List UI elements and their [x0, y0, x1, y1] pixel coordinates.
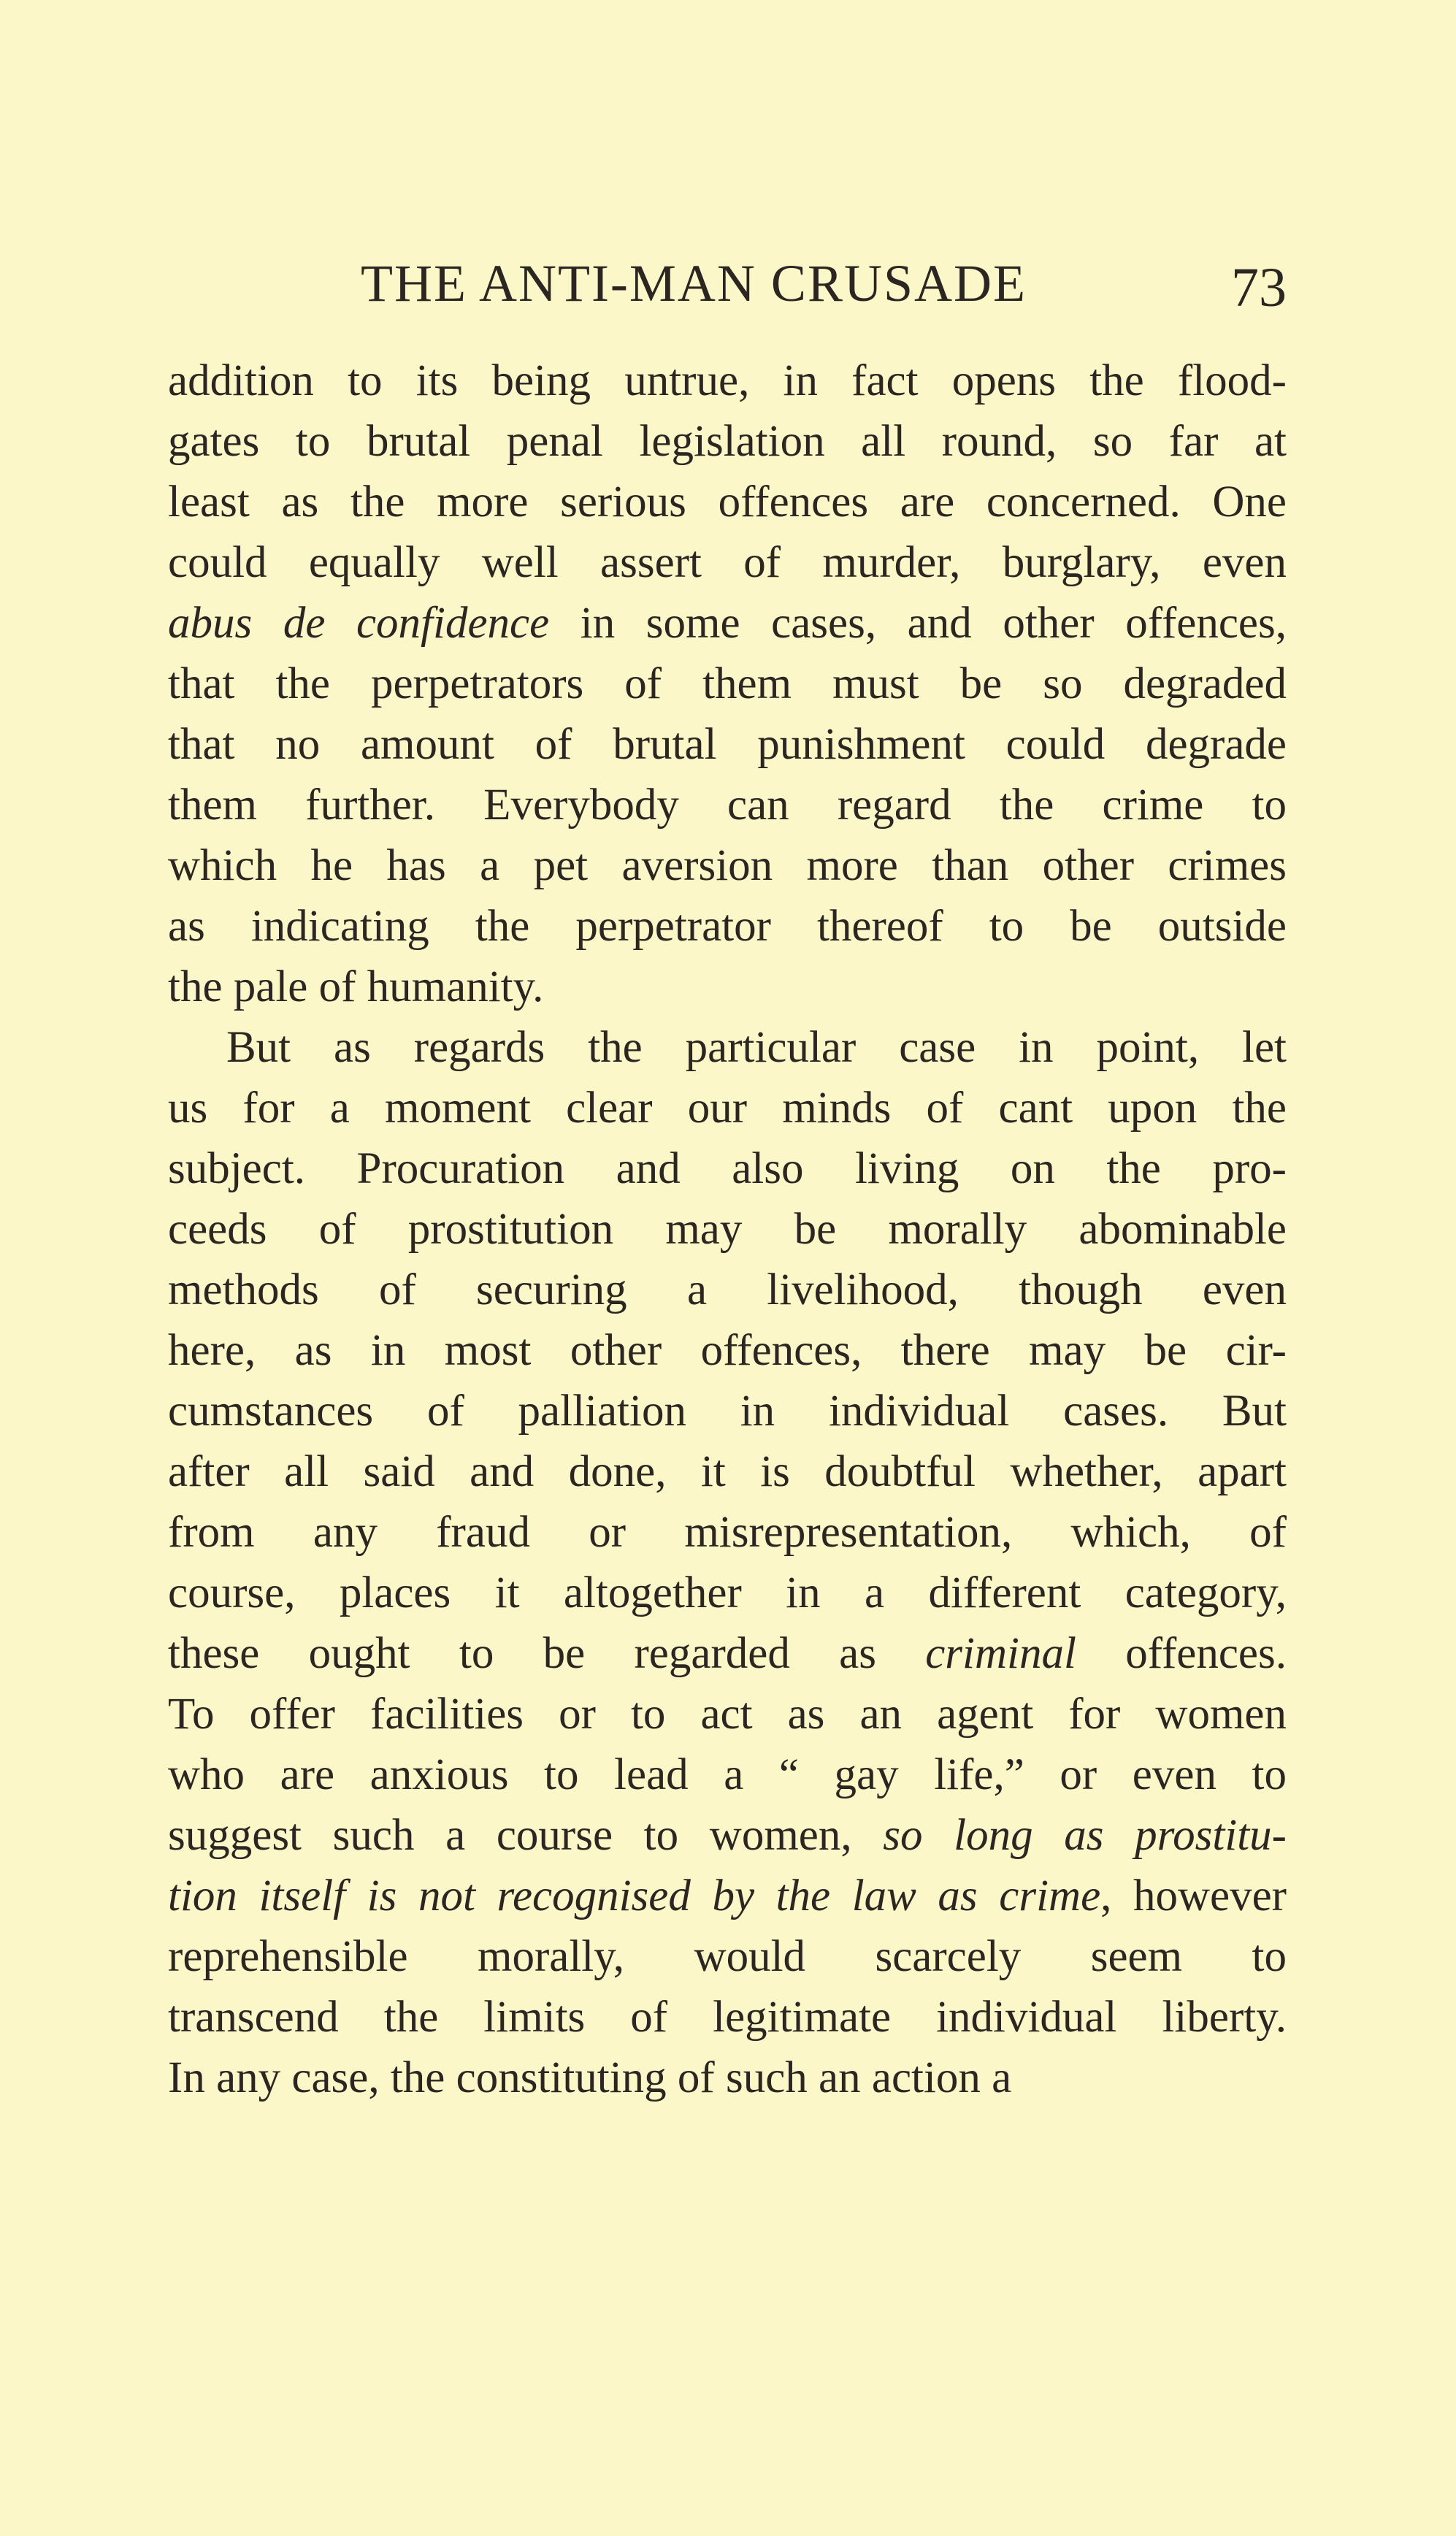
text-line — [168, 1805, 1287, 1866]
text-line — [168, 1017, 1287, 1078]
text-line — [168, 1260, 1287, 1320]
text-segment: here, as in most other offences, there may be cir- — [168, 1326, 1287, 1375]
text-line — [168, 350, 1287, 411]
body-text — [168, 350, 1287, 2108]
italic-text: tion itself is not recognised by the law as crime — [168, 1872, 1101, 1920]
text-segment: as indicating the perpetrator thereof to be outside — [168, 902, 1287, 951]
text-segment: reprehensible morally, would scarcely seem to — [168, 1932, 1287, 1981]
text-line — [168, 896, 1287, 957]
text-line — [168, 1078, 1287, 1138]
paragraph — [168, 350, 1287, 1017]
text-segment: methods of securing a livelihood, though even — [168, 1265, 1287, 1314]
text-segment: offences. — [1076, 1629, 1287, 1678]
text-segment: ceeds of prostitution may be morally abominable — [168, 1205, 1287, 1254]
text-line — [168, 532, 1287, 593]
text-line — [168, 1441, 1287, 1502]
text-segment: addition to its being untrue, in fact opens the flood- — [168, 356, 1287, 405]
italic-text: abus de confidence — [168, 599, 550, 648]
text-line — [168, 714, 1287, 775]
text-line — [168, 957, 1287, 1017]
text-line — [168, 2047, 1287, 2108]
text-line — [168, 411, 1287, 472]
text-segment: But as regards the particular case in point, let — [226, 1023, 1287, 1072]
text-line — [168, 775, 1287, 835]
text-segment: them further. Everybody can regard the crime to — [168, 781, 1287, 830]
running-head — [168, 248, 1287, 329]
text-line — [168, 654, 1287, 714]
text-line — [168, 1320, 1287, 1381]
italic-text: so long as prostitu- — [883, 1811, 1287, 1860]
text-line — [168, 1926, 1287, 1987]
italic-text: criminal — [925, 1629, 1076, 1678]
text-segment: subject. Procuration and also living on the pro- — [168, 1144, 1287, 1193]
text-segment: least as the more serious offences are concerned. One — [168, 478, 1287, 526]
text-line — [168, 1623, 1287, 1684]
text-line — [168, 1744, 1287, 1805]
text-segment: could equally well assert of murder, burglary, even — [168, 538, 1287, 587]
text-segment: after all said and done, it is doubtful whether, apart — [168, 1447, 1287, 1496]
text-line — [168, 1199, 1287, 1260]
text-line — [168, 1502, 1287, 1563]
text-segment: gates to brutal penal legislation all round, so far at — [168, 417, 1287, 466]
text-segment: from any fraud or misrepresentation, which, of — [168, 1508, 1287, 1557]
text-segment: that no amount of brutal punishment could degrade — [168, 720, 1287, 769]
text-line — [168, 1684, 1287, 1744]
text-segment: course, places it altogether in a different category, — [168, 1568, 1287, 1617]
text-segment: cumstances of palliation in individual cases. But — [168, 1387, 1287, 1436]
text-line — [168, 1866, 1287, 1926]
text-line — [168, 835, 1287, 896]
running-title: THE ANTI-MAN CRUSADE — [361, 254, 1027, 313]
text-line — [168, 1138, 1287, 1199]
text-segment: us for a moment clear our minds of cant upon the — [168, 1084, 1287, 1133]
text-segment: In any case, the constituting of such an action a — [168, 2053, 1012, 2102]
text-line — [168, 1987, 1287, 2047]
paragraph — [168, 1017, 1287, 2108]
text-segment: these ought to be regarded as — [168, 1629, 926, 1678]
text-segment: that the perpetrators of them must be so degraded — [168, 659, 1287, 708]
text-segment: To offer facilities or to act as an agent for women — [168, 1690, 1287, 1739]
text-segment: who are anxious to lead a “ gay life,” or even to — [168, 1750, 1287, 1799]
text-segment: transcend the limits of legitimate individual liberty. — [168, 1993, 1287, 2042]
text-segment: the pale of humanity. — [168, 962, 544, 1011]
text-segment: which he has a pet aversion more than other crimes — [168, 841, 1287, 890]
page-number: 73 — [1231, 257, 1287, 318]
text-segment: in some cases, and other offences, — [549, 599, 1287, 648]
text-line — [168, 472, 1287, 532]
text-segment: , however — [1100, 1872, 1287, 1920]
text-segment: suggest such a course to women, — [168, 1811, 884, 1860]
text-line — [168, 593, 1287, 654]
text-line — [168, 1381, 1287, 1441]
text-line — [168, 1563, 1287, 1623]
